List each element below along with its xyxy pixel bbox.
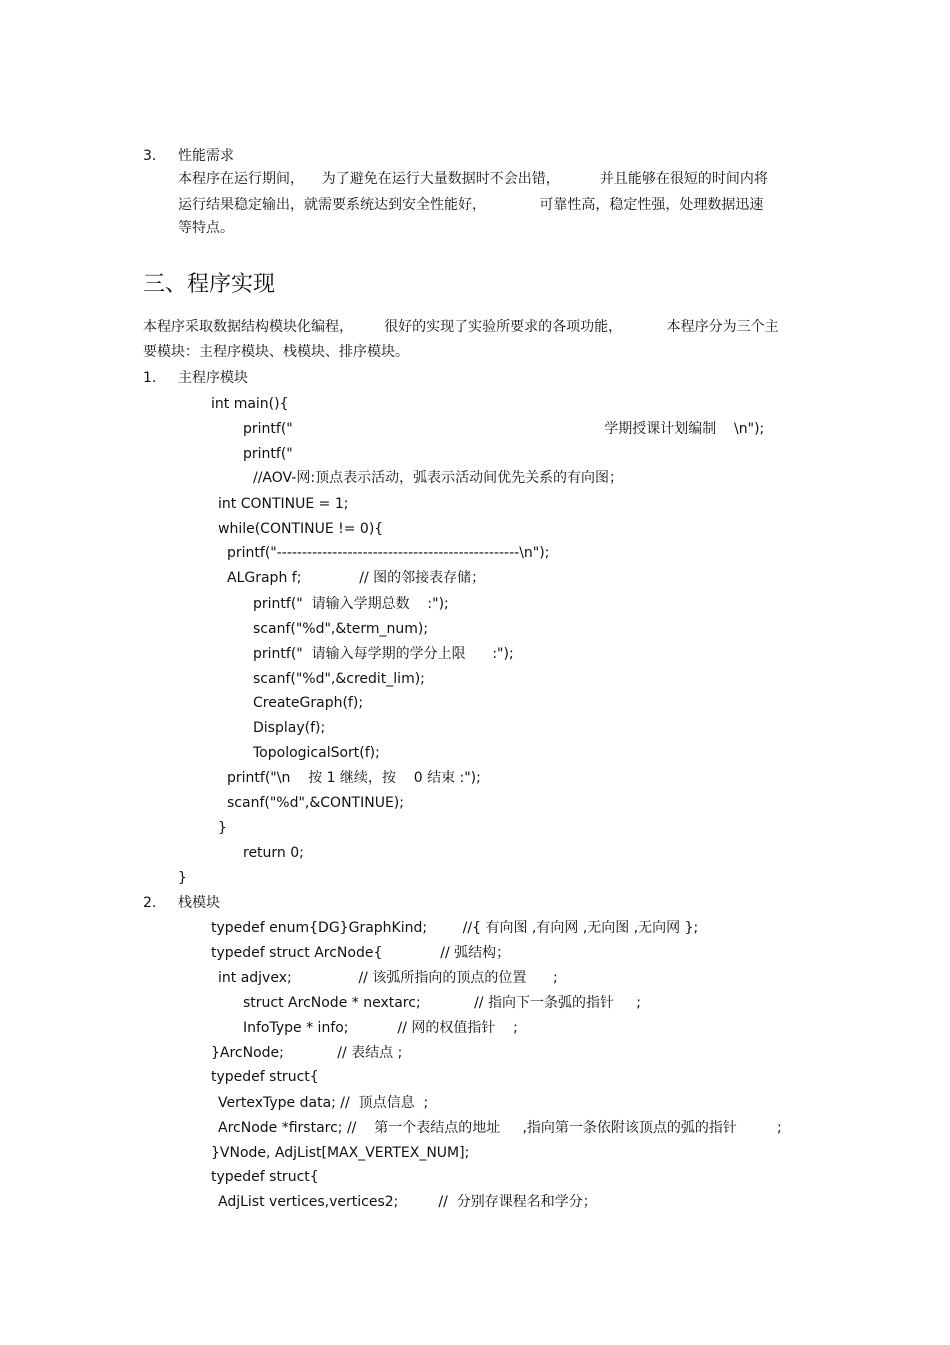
code-line: scanf("%d",&CONTINUE);: [227, 795, 404, 811]
code-line: AdjList vertices,vertices2; // 分别存课程名和学分；: [218, 1194, 597, 1210]
code-line: printf(" 学期授课计划编制 \n");: [243, 421, 765, 437]
code-line: typedef struct ArcNode{ // 弧结构；: [211, 945, 511, 961]
code-line: InfoType * info; // 网的权值指针 ;: [243, 1020, 518, 1036]
code-line: printf(": [243, 446, 293, 462]
code-line: struct ArcNode * nextarc; // 指向下一条弧的指针 ;: [243, 995, 641, 1011]
code-line: ArcNode *firstarc; // 第一个表结点的地址 ,指向第一条依附该顶点的弧的指针 ;: [218, 1120, 782, 1136]
code-line: TopologicalSort(f);: [253, 745, 380, 761]
code-line: ALGraph f; // 图的邻接表存储；: [227, 570, 486, 586]
paragraph-line: 运行结果稳定输出，就需要系统达到安全性能好， 可靠性高，稳定性强，处理数据迅速: [178, 197, 764, 213]
code-line: int CONTINUE = 1;: [218, 496, 349, 512]
code-line: }ArcNode; // 表结点 ;: [211, 1045, 403, 1061]
paragraph-line: 等特点。: [178, 220, 234, 236]
code-line: printf(" 请输入学期总数 :");: [253, 596, 449, 612]
code-line: printf("\n 按 1 继续，按 0 结束 :");: [227, 770, 481, 786]
code-line: scanf("%d",&term_num);: [253, 621, 429, 637]
list-number: 1.: [143, 370, 157, 386]
code-line: printf(" 请输入每学期的学分上限 :");: [253, 646, 514, 662]
code-line: typedef struct{: [211, 1169, 319, 1185]
code-line: scanf("%d",&credit_lim);: [253, 671, 425, 687]
code-line: }: [178, 870, 187, 886]
code-line: typedef enum{DG}GraphKind; //{ 有向图 ,有向网 ,无向图 ,无向网 };: [211, 920, 699, 936]
section-number: 3.: [143, 148, 157, 164]
code-line: }: [218, 820, 227, 836]
code-line: return 0;: [243, 845, 304, 861]
paragraph-line: 本程序采取数据结构模块化编程， 很好的实现了实验所要求的各项功能， 本程序分为三个主: [143, 319, 779, 335]
module-title: 主程序模块: [178, 370, 248, 386]
code-line: VertexType data; // 顶点信息 ;: [218, 1095, 429, 1111]
code-line: typedef struct{: [211, 1069, 319, 1085]
paragraph-line: 本程序在运行期间， 为了避免在运行大量数据时不会出错， 并且能够在很短的时间内将: [178, 171, 768, 187]
code-line: //AOV-网:顶点表示活动，弧表示活动间优先关系的有向图；: [253, 470, 624, 486]
paragraph-line: 要模块：主程序模块、栈模块、排序模块。: [143, 344, 409, 360]
code-line: CreateGraph(f);: [253, 695, 364, 711]
section-title: 性能需求: [178, 148, 234, 164]
code-line: int main(){: [211, 396, 289, 412]
code-line: while(CONTINUE != 0){: [218, 521, 384, 537]
list-number: 2.: [143, 895, 157, 911]
chapter-heading: 三、程序实现: [143, 272, 276, 297]
code-line: Display(f);: [253, 720, 326, 736]
code-line: printf("------------------------------------------------\n");: [227, 545, 550, 561]
code-line: int adjvex; // 该弧所指向的顶点的位置 ;: [218, 970, 558, 986]
code-line: }VNode, AdjList[MAX_VERTEX_NUM];: [211, 1145, 470, 1161]
module-title: 栈模块: [178, 895, 220, 911]
